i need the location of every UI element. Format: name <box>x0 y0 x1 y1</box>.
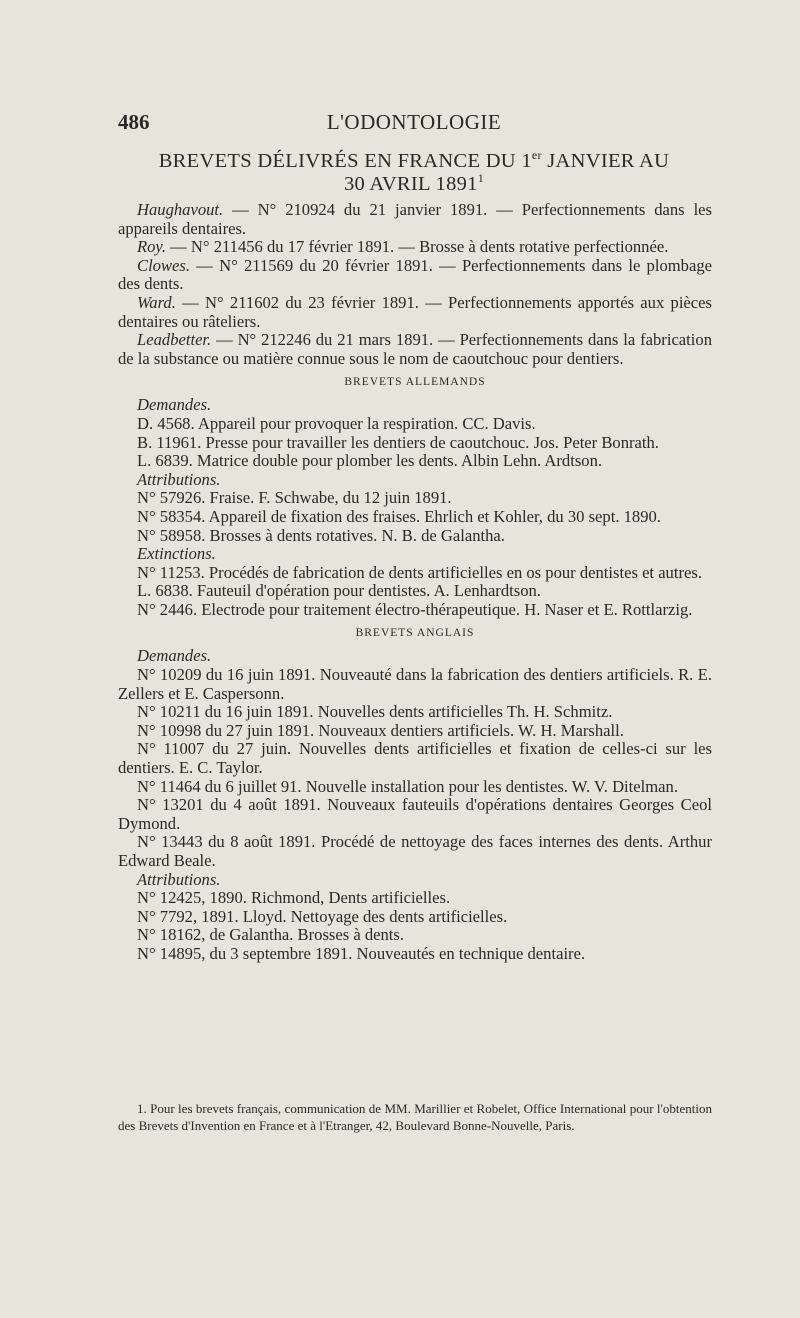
german-demandes-label: Demandes. <box>137 395 212 415</box>
english-attribution-entry: N° 7792, 1891. Lloyd. Nettoyage des dents artificielles. <box>137 906 508 926</box>
patentee-name: Ward. <box>137 292 176 312</box>
patentee-name: Haughavout. <box>137 200 224 219</box>
article-body <box>118 201 712 964</box>
german-demande-entry: L. 6839. Matrice double pour plomber les dents. Albin Lehn. Ardtson. <box>137 451 603 471</box>
english-demande-entry: N° 11464 du 6 juillet 91. Nouvelle installation pour les dentistes. W. V. Ditelman. <box>137 776 678 796</box>
french-patent-entry: Ward. — N° 211602 du 23 février 1891. — Perfectionnements apportés aux pièces dentaires ou râteliers. <box>118 292 712 331</box>
english-demande-entry: N° 13201 du 4 août 1891. Nouveaux fauteuils d'opérations dentaires Georges Ceol Dymond. <box>118 795 712 833</box>
footnote-mark: 1 <box>477 171 485 186</box>
french-patent-entry: Roy. — N° 211456 du 17 février 1891. — Brosse à dents rotative perfectionnée. <box>137 237 669 257</box>
german-attributions-label: Attributions. <box>137 469 221 489</box>
title-line-2: 30 AVRIL 1891$^1$ <box>343 171 485 195</box>
running-head: L'ODONTOLOGIE <box>326 110 502 134</box>
footnote: 1. Pour les brevets français, communication de MM. Marillier et Robelet, Office International pour l'obtention des Brevets d'Invention en France et à l'Etranger, 42, Boulevard Bonne-Nouvelle, Paris. <box>118 1101 712 1133</box>
page-header <box>118 110 710 140</box>
footnotes <box>118 1101 712 1134</box>
english-demande-entry: N° 10211 du 16 juin 1891. Nouvelles dents artificielles Th. H. Schmitz. <box>137 702 613 722</box>
english-demande-entry: N° 13443 du 8 août 1891. Procédé de nettoyage des faces internes des dents. Arthur Edward Beale. <box>118 832 712 870</box>
german-attribution-entry: N° 57926. Fraise. F. Schwabe, du 12 juin 1891. <box>137 488 452 508</box>
french-patent-entry: Haughavout. — N° 210924 du 21 janvier 1891. — Perfectionnements dans les appareils dentaires. <box>118 200 712 238</box>
english-attribution-entry: N° 14895, du 3 septembre 1891. Nouveautés en technique dentaire. <box>137 943 586 963</box>
english-demande-entry: N° 10998 du 27 juin 1891. Nouveaux dentiers artificiels. W. H. Marshall. <box>137 720 624 740</box>
page-number: 486 <box>118 110 150 134</box>
title-line-1: BREVETS DÉLIVRÉS EN FRANCE DU 1er JANVIER AU <box>158 148 670 172</box>
german-section-heading: BREVETS ALLEMANDS <box>344 376 486 389</box>
english-attributions-label: Attributions. <box>137 869 221 889</box>
german-attribution-entry: N° 58958. Brosses à dents rotatives. N. B. de Galantha. <box>137 525 505 545</box>
french-patent-entry: Leadbetter. — N° 212246 du 21 mars 1891. — Perfectionnements dans la fabrication de la substance ou matière connue sous le nom de caoutchouc pour dentiers. <box>118 330 712 368</box>
english-attribution-entry: N° 12425, 1890. Richmond, Dents artificielles. <box>137 888 451 908</box>
german-extinction-entry: N° 2446. Electrode pour traitement électro-thérapeutique. H. Naser et E. Rottlarzig. <box>137 599 693 619</box>
english-demande-entry: N° 10209 du 16 juin 1891. Nouveauté dans la fabrication des dentiers artificiels. R. E. Zellers et E. Caspersonn. <box>118 665 712 703</box>
english-attribution-entry: N° 18162, de Galantha. Brosses à dents. <box>137 925 405 945</box>
french-patent-entry: Clowes. — N° 211569 du 20 février 1891. — Perfectionnements dans le plombage des dents. <box>118 255 712 294</box>
english-demandes-label: Demandes. <box>137 646 212 666</box>
german-extinction-entry: L. 6838. Fauteuil d'opération pour dentistes. A. Lenhardtson. <box>137 581 541 601</box>
patentee-name: Leadbetter. <box>137 330 212 350</box>
section-title <box>118 150 710 196</box>
english-demande-entry: N° 11007 du 27 juin. Nouvelles dents artificielles et fixation de celles-ci sur les dentiers. E. C. Taylor. <box>118 739 712 778</box>
german-attribution-entry: N° 58354. Appareil de fixation des fraises. Ehrlich et Kohler, du 30 sept. 1890. <box>137 506 661 526</box>
patentee-name: Clowes. <box>137 255 191 275</box>
german-demande-entry: D. 4568. Appareil pour provoquer la respiration. CC. Davis. <box>137 413 536 433</box>
german-extinction-entry: N° 11253. Procédés de fabrication de dents artificielles en os pour dentistes et autres. <box>137 562 702 582</box>
patentee-name: Roy. <box>137 237 167 257</box>
german-demande-entry: B. 11961. Presse pour travailler les dentiers de caoutchouc. Jos. Peter Bonrath. <box>137 432 659 452</box>
english-section-heading: BREVETS ANGLAIS <box>355 627 475 640</box>
german-extinctions-label: Extinctions. <box>137 544 216 564</box>
